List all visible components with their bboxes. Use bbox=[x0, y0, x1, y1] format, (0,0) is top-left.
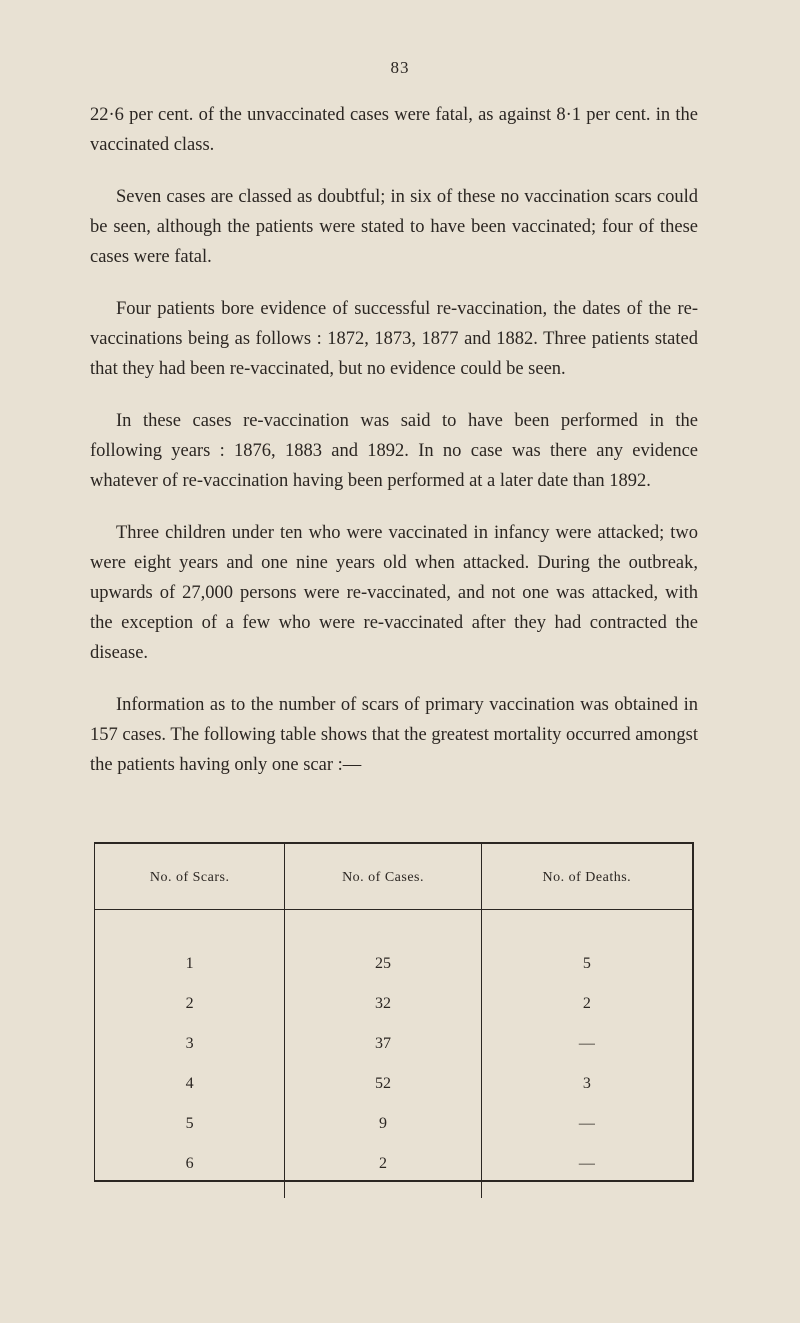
paragraph: Seven cases are classed as doubtful; in six of these no vaccination scars could be seen, although the patients were stated to have been vaccinated; four of these cases were fatal. bbox=[90, 187, 698, 267]
cell-cases: 25 bbox=[285, 910, 481, 985]
cell-scars: 4 bbox=[185, 1075, 194, 1092]
cell-cases: 52 bbox=[285, 1064, 481, 1104]
paragraph: Four patients bore evidence of successful re-vaccination, the dates of the re-vaccinations being as follows : 1872, 1873, 1877 and 1882. Three patients stated that they had been re-vaccinated, but no evidence could be seen. bbox=[90, 299, 698, 379]
header-cases: No. of Cases. bbox=[285, 844, 481, 910]
table-header-row bbox=[95, 844, 692, 910]
cell-deaths: — bbox=[481, 1024, 692, 1064]
scars-table bbox=[94, 842, 694, 1182]
cell-deaths: — bbox=[481, 1104, 692, 1144]
cell-scars: 2 bbox=[185, 995, 194, 1012]
table-row bbox=[95, 1104, 692, 1144]
header-deaths: No. of Deaths. bbox=[481, 844, 692, 910]
cell-cases: 32 bbox=[285, 984, 481, 1024]
cell-scars: 3 bbox=[185, 1035, 194, 1052]
paragraph: Three children under ten who were vaccinated in infancy were attacked; two were eight years and one nine years old when attacked. During the outbreak, upwards of 27,000 persons were re-vaccinated, and not one was attacked, with the exception of a few who were re-vaccinated after they had contracted the disease. bbox=[90, 523, 698, 663]
page-number: 83 bbox=[390, 58, 410, 77]
cell-scars: 1 bbox=[185, 955, 194, 972]
cell-deaths: 3 bbox=[481, 1064, 692, 1104]
cell-cases: 2 bbox=[285, 1144, 481, 1198]
cell-deaths: 5 bbox=[481, 910, 692, 985]
table-row bbox=[95, 1024, 692, 1064]
table-row bbox=[95, 1064, 692, 1104]
cell-cases: 9 bbox=[285, 1104, 481, 1144]
table-row bbox=[95, 984, 692, 1024]
paragraph: In these cases re-vaccination was said to have been performed in the following years : 1876, 1883 and 1892. In no case was there any evidence whatever of re-vaccination having been performed at a later date than 1892. bbox=[90, 411, 698, 491]
paragraph: 22·6 per cent. of the unvaccinated cases were fatal, as against 8·1 per cent. in the vaccinated class. bbox=[90, 105, 698, 155]
body-text bbox=[90, 100, 698, 802]
cell-scars: 6 bbox=[185, 1155, 194, 1172]
cell-deaths: — bbox=[481, 1144, 692, 1198]
cell-deaths: 2 bbox=[481, 984, 692, 1024]
cell-cases: 37 bbox=[285, 1024, 481, 1064]
paragraph: Information as to the number of scars of primary vaccination was obtained in 157 cases. The following table shows that the greatest mortality occurred amongst the patients having only one scar :— bbox=[90, 695, 698, 775]
cell-scars: 5 bbox=[185, 1115, 194, 1132]
table-row bbox=[95, 1144, 692, 1198]
header-scars: No. of Scars. bbox=[95, 844, 285, 910]
table-row bbox=[95, 910, 692, 985]
